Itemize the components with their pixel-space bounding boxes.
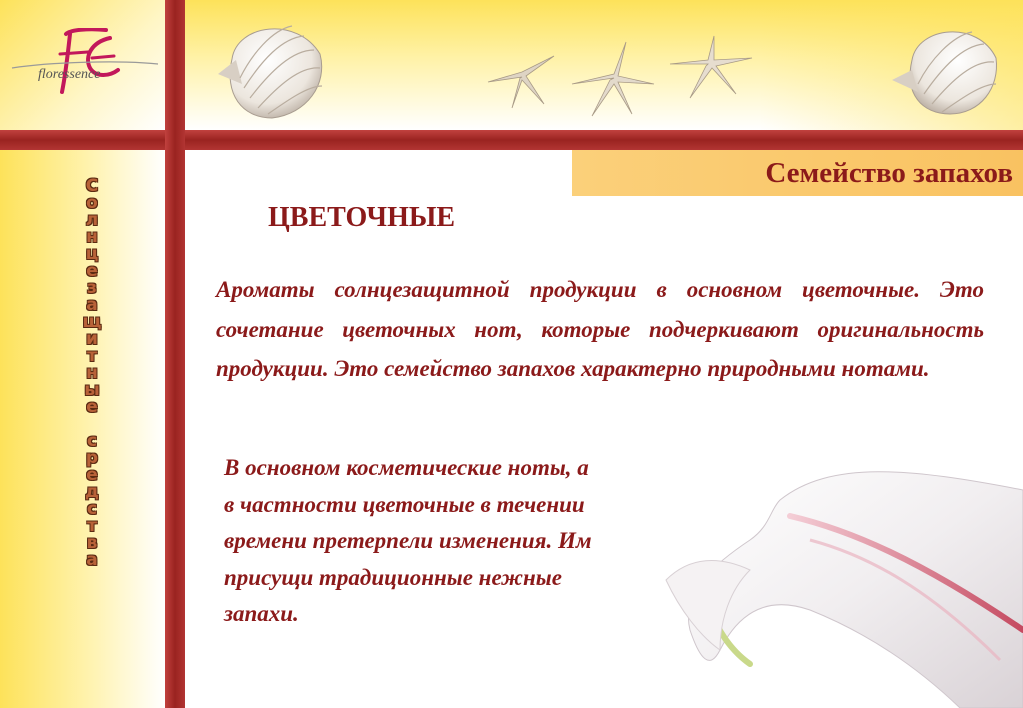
sidebar-title-letter: в	[86, 533, 98, 553]
sidebar-title-letter: з	[87, 278, 97, 298]
secondary-paragraph: В основном косметические ноты, а в частности цветочные в течении времени претерпели изменения. Им присущи традиционные нежные запахи.	[224, 455, 592, 626]
sidebar-title-letter: с	[86, 431, 98, 451]
sidebar-title-letter: щ	[82, 312, 102, 332]
starfish-icon	[568, 38, 658, 118]
sidebar-title-letter: ы	[84, 380, 100, 400]
scallop-shell-icon	[888, 18, 1000, 118]
section-banner	[572, 150, 1023, 196]
sidebar-title-letter: с	[86, 499, 98, 519]
logo-wordmark: floressence	[38, 67, 101, 82]
sidebar-title-letter: е	[86, 465, 98, 485]
horizontal-divider-bar	[0, 130, 1023, 150]
sidebar-title-letter: а	[86, 295, 98, 315]
starfish-icon	[482, 42, 562, 112]
sidebar-title-letter: р	[85, 448, 99, 468]
sidebar-title-letter: С	[85, 176, 99, 196]
sidebar-title-letter: о	[86, 193, 98, 213]
sidebar-title-letter: е	[86, 397, 98, 417]
section-title: Семейство запахов	[765, 157, 1013, 189]
sidebar-title-letter: т	[87, 346, 97, 366]
sidebar-title-letter: т	[87, 516, 97, 536]
sidebar-title-letter: н	[86, 363, 98, 383]
sidebar-title-letter: а	[86, 550, 98, 570]
starfish-icon	[666, 34, 756, 104]
intro-paragraph: Ароматы солнцезащитной продукции в основном цветочные. Это сочетание цветочных нот, которые подчеркивают оригинальность продукции. Это семейство запахов характерно природными нотами.	[216, 277, 984, 381]
scallop-shell-icon	[212, 14, 327, 124]
sidebar-title-letter: н	[86, 227, 98, 247]
lily-flower-image	[660, 460, 1023, 708]
sidebar-title-letter: е	[86, 261, 98, 281]
sidebar-title-letter: ц	[85, 244, 99, 264]
sidebar-title-letter: д	[85, 482, 99, 502]
page-heading: ЦВЕТОЧНЫЕ	[268, 202, 456, 233]
sidebar-title-letter: и	[86, 329, 98, 349]
sidebar-vertical-title	[62, 178, 122, 569]
sidebar-title-letter: л	[85, 210, 99, 230]
floressence-logo	[10, 28, 160, 98]
vertical-divider-bar	[165, 0, 185, 708]
